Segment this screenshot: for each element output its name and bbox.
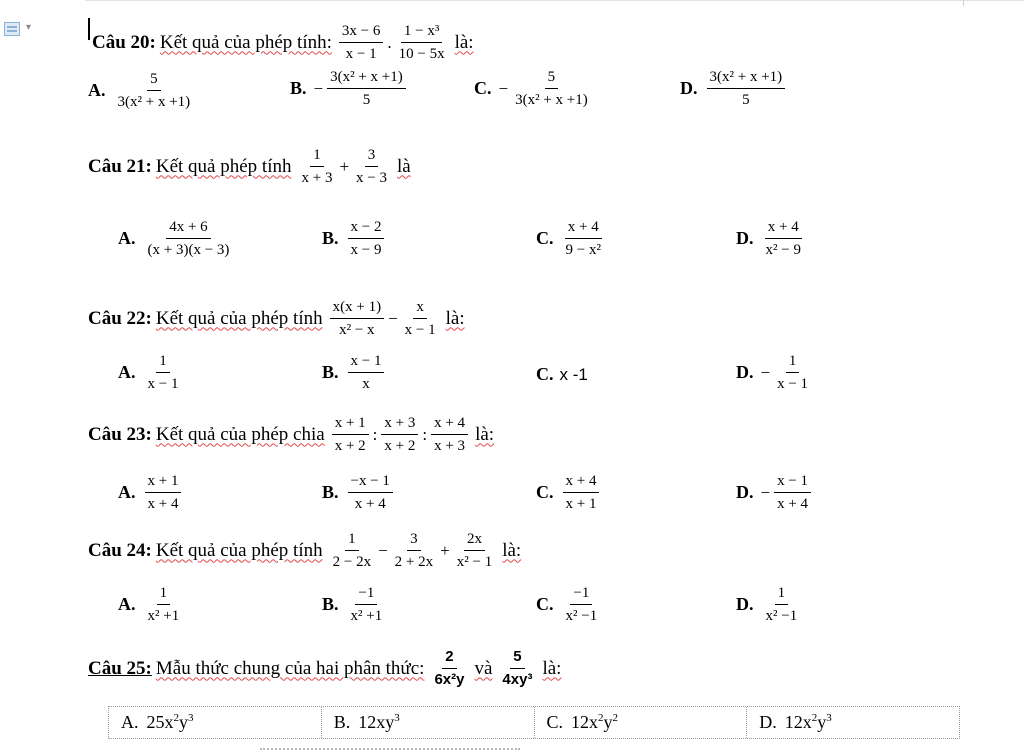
question-22	[88, 298, 469, 339]
option-text: $12x^2y^3$	[784, 712, 832, 732]
expr-fraction: $\frac{x + 1}{x + 2}$	[332, 414, 369, 455]
expr-conjunction: và	[474, 657, 493, 679]
option-fraction: $\frac{-1}{\text{x² +1}}$	[350, 585, 383, 624]
page-top-border	[85, 0, 1024, 1]
question-suffix: là:	[502, 539, 522, 561]
question-prompt: Kết quả của phép chia	[155, 423, 325, 445]
expr-fraction: $\frac{1}{2 - 2x}$	[332, 531, 372, 570]
option-c[interactable]: C. $12x^2y^2$	[535, 707, 748, 738]
option-b[interactable]: B. $\frac{-x - 1}{x + 4}$	[322, 472, 396, 513]
option-fraction: $\frac{1}{\text{x² +1}}$	[147, 585, 180, 624]
option-fraction: $\frac{1}{x - 1}$	[147, 353, 179, 392]
question-label: Câu 24:	[88, 539, 152, 561]
option-b[interactable]: B. − $\frac{\text{3(x² + x +1)}}{5}$	[290, 68, 409, 109]
expr-fraction: $\frac{x + 4}{x + 3}$	[431, 414, 468, 455]
expr-fraction: $\frac{5}{\text{4xy³}}$	[502, 648, 533, 688]
question-label: Câu 23:	[88, 423, 152, 445]
option-b[interactable]: B. $\frac{x - 2}{x - 9}$	[322, 218, 387, 259]
option-fraction: $\frac{x - 1}{x}$	[348, 352, 385, 393]
option-fraction: $\frac{x + 4}{\text{9 − x²}}$	[565, 219, 601, 258]
question-suffix: là:	[454, 31, 474, 53]
expr-fraction: $\frac{3x - 6}{x - 1}$	[339, 22, 383, 63]
question-prompt: Kết quả của phép tính:	[159, 31, 332, 53]
option-c[interactable]: C. $\frac{-1}{\text{x² −1}}$	[536, 584, 603, 625]
expr-operator: +	[339, 156, 350, 176]
expr-fraction: $\frac{3}{2 + 2x}$	[394, 531, 434, 570]
question-label: Câu 20:	[92, 31, 156, 53]
question-prompt: Mẫu thức chung của hai phân thức:	[155, 657, 425, 679]
question-prompt: Kết quả phép tính	[155, 155, 292, 177]
option-d[interactable]: D. $\frac{\text{3(x² + x +1)}}{5}$	[680, 68, 788, 109]
option-b[interactable]: B. $\frac{x - 1}{x}$	[322, 352, 387, 393]
question-23	[88, 414, 498, 455]
expr-fraction: $\frac{2x}{\text{x² − 1}}$	[456, 531, 493, 570]
question-21	[88, 146, 415, 187]
option-fraction: $\frac{1}{\text{x² −1}}$	[765, 585, 798, 624]
expr-fraction: $\frac{x}{x - 1}$	[404, 299, 436, 338]
option-b[interactable]: B. $12xy^3$	[322, 707, 535, 738]
text-cursor	[88, 18, 90, 40]
option-d[interactable]: D. $\frac{x + 4}{\text{x² − 9}}$	[736, 218, 807, 259]
option-d[interactable]: D. − $\frac{x - 1}{x + 4}$	[736, 472, 814, 513]
expr-operator: −	[378, 540, 388, 560]
document-icon[interactable]	[4, 22, 20, 36]
option-text: $12x^2y^2$	[571, 712, 619, 732]
option-d[interactable]: D. − $\frac{1}{x - 1}$	[736, 352, 814, 393]
option-fraction: $\frac{x - 1}{x + 4}$	[774, 472, 811, 513]
expr-operator: .	[387, 32, 392, 52]
expr-fraction: $\frac{1}{x + 3}$	[301, 147, 333, 186]
option-fraction: $\frac{\text{3(x² + x +1)}}{5}$	[707, 68, 786, 109]
option-a[interactable]: A. $\frac{1}{\text{x² +1}}$	[118, 584, 185, 625]
option-fraction: $\frac{1}{x - 1}$	[777, 353, 809, 392]
option-a[interactable]: A. $25x^2y^3$	[109, 707, 322, 738]
option-a[interactable]: A. $\frac{4x + 6}{(x + 3)(x - 3)}$	[118, 218, 235, 259]
option-fraction: $\frac{-1}{\text{x² −1}}$	[565, 585, 598, 624]
option-c[interactable]: C. x -1	[536, 364, 588, 384]
question-label: Câu 25:	[88, 657, 152, 679]
chevron-down-icon[interactable]: ▾	[26, 22, 32, 33]
option-c[interactable]: C. $\frac{x + 4}{\text{9 − x²}}$	[536, 218, 607, 259]
option-a[interactable]: A. $\frac{5}{\text{3(x² + x +1)}}$	[88, 70, 196, 111]
expr-fraction: $\frac{x + 3}{x + 2}$	[381, 414, 418, 455]
question-suffix: là:	[475, 423, 495, 445]
option-text: $25x^2y^3$	[146, 712, 194, 732]
expr-fraction: $\frac{3}{x - 3}$	[356, 147, 388, 186]
question-suffix: là	[397, 155, 411, 177]
option-b[interactable]: B. $\frac{-1}{\text{x² +1}}$	[322, 584, 388, 625]
expr-operator: −	[388, 308, 398, 328]
option-a[interactable]: A. $\frac{1}{x - 1}$	[118, 352, 184, 393]
question-25	[88, 648, 565, 689]
option-fraction: $\frac{4x + 6}{(x + 3)(x - 3)}$	[147, 219, 230, 258]
expr-operator: :	[372, 424, 378, 444]
page-corner-mark	[963, 0, 964, 6]
option-fraction: $\frac{\text{3(x² + x +1)}}{5}$	[327, 68, 406, 109]
option-fraction: $\frac{x - 2}{x - 9}$	[348, 218, 385, 259]
page-footer-dots	[260, 748, 520, 750]
question-label: Câu 21:	[88, 155, 152, 177]
option-text: x -1	[559, 364, 588, 384]
question-suffix: là:	[445, 307, 465, 329]
expr-fraction: $\frac{x(x + 1)}{\text{x² − x}}$	[330, 298, 384, 339]
toolbar-stub	[0, 0, 60, 60]
option-c[interactable]: C. − $\frac{5}{\text{3(x² + x +1)}}$	[474, 68, 594, 109]
option-d[interactable]: D. $12x^2y^3$	[759, 712, 832, 732]
expr-fraction: $\frac{\text{1 − x³}}{10 - 5x}$	[398, 23, 445, 62]
question-prompt: Kết quả của phép tính	[155, 539, 323, 561]
option-fraction: $\frac{x + 4}{\text{x² − 9}}$	[765, 219, 801, 258]
question-prompt: Kết quả của phép tính	[155, 307, 323, 329]
question-label: Câu 22:	[88, 307, 152, 329]
expr-operator: :	[422, 424, 428, 444]
option-fraction: $\frac{-x - 1}{x + 4}$	[348, 472, 393, 513]
option-text: $12xy^3$	[358, 712, 400, 732]
question-20	[92, 22, 478, 63]
option-d[interactable]: D. $\frac{1}{\text{x² −1}}$	[736, 584, 803, 625]
option-fraction: $\frac{x + 4}{x + 1}$	[563, 472, 600, 513]
answer-table	[108, 706, 960, 739]
expr-fraction: $\frac{2}{\text{6x²y}}$	[434, 648, 465, 688]
option-c[interactable]: C. $\frac{x + 4}{x + 1}$	[536, 472, 602, 513]
option-a[interactable]: A. $\frac{x + 1}{x + 4}$	[118, 472, 184, 513]
option-fraction: $\frac{x + 1}{x + 4}$	[145, 472, 182, 513]
option-fraction: $\frac{5}{\text{3(x² + x +1)}}$	[117, 71, 191, 110]
expr-operator: +	[440, 540, 450, 560]
option-fraction: $\frac{5}{\text{3(x² + x +1)}}$	[515, 69, 588, 108]
question-24	[88, 530, 525, 571]
question-suffix: là:	[542, 657, 562, 679]
